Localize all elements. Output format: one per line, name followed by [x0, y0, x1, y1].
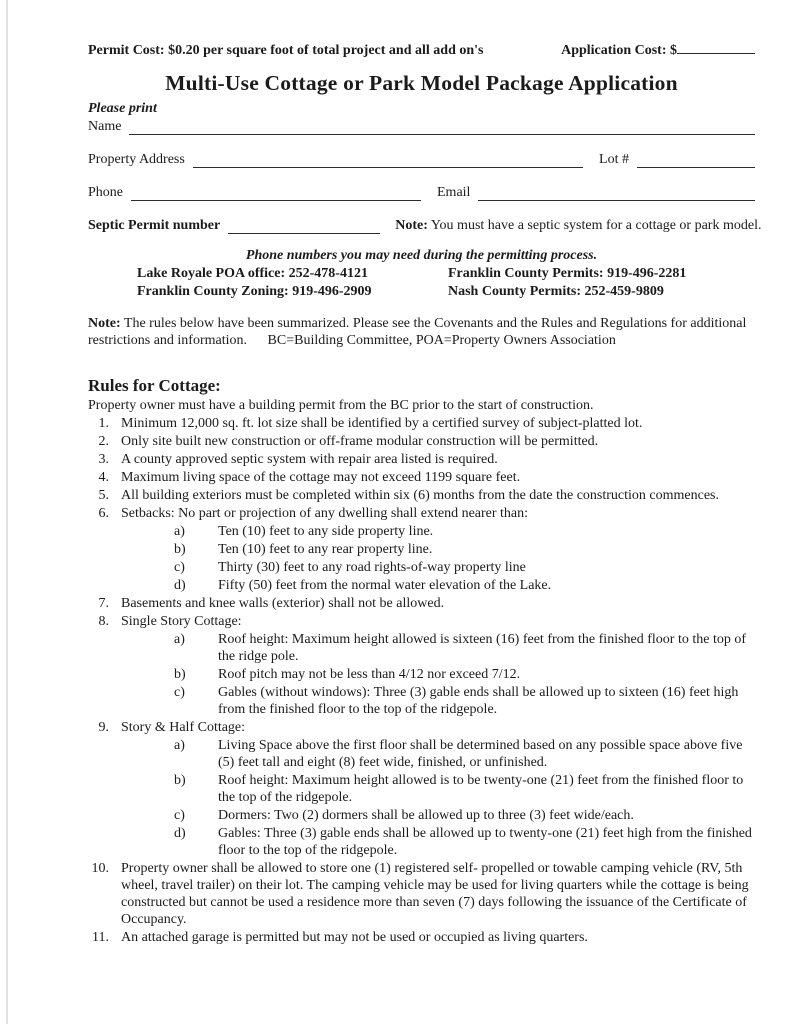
- contact-entry: [88, 265, 420, 282]
- rule-sub-item: [174, 807, 755, 824]
- rule-item-text: Maximum living space of the cottage may not exceed 1199 square feet.: [121, 470, 521, 485]
- rule-sub-list: [174, 631, 755, 718]
- septic-note-text: You must have a septic system for a cottage or park model.: [430, 218, 762, 233]
- contact-phone: 252-459-9809: [584, 284, 664, 299]
- rules-heading: Rules for Cottage:: [88, 376, 221, 395]
- lot-number-label: Lot #: [599, 152, 629, 167]
- contact-label: Nash County Permits:: [448, 284, 581, 299]
- name-row: [88, 118, 755, 135]
- rule-sub-item: [174, 684, 755, 718]
- rule-sub-item-text: Fifty (50) feet from the normal water elevation of the Lake.: [218, 578, 552, 593]
- rule-sub-item: [174, 559, 755, 576]
- septic-note: [395, 217, 761, 234]
- rule-item-text: An attached garage is permitted but may not be used or occupied as living quarters.: [121, 930, 588, 945]
- rule-item-text: Story & Half Cottage:: [121, 720, 246, 735]
- septic-permit-label: Septic Permit number: [88, 218, 221, 233]
- summary-note: [88, 315, 748, 349]
- rule-item: [88, 415, 755, 432]
- phone-blank: [131, 197, 421, 201]
- rule-item: [88, 719, 755, 859]
- septic-note-label: Note:: [395, 218, 428, 233]
- rule-item-text: All building exteriors must be completed within six (6) months from the date the construction commences.: [121, 488, 719, 503]
- rule-sub-item: [174, 666, 755, 683]
- contact-entry: [420, 283, 755, 300]
- contact-entry: [88, 283, 420, 300]
- rule-sub-item-text: Thirty (30) feet to any road rights-of-way property line: [218, 560, 526, 575]
- rule-sub-item: [174, 577, 755, 594]
- rule-item-text: Minimum 12,000 sq. ft. lot size shall be identified by a certified survey of subject-platted lot.: [121, 416, 643, 431]
- rule-sub-item: [174, 541, 755, 558]
- rule-sub-item-text: Gables: Three (3) gable ends shall be allowed up to twenty-one (21) feet high from the finished floor to the top of the ridgepole.: [218, 826, 752, 858]
- rule-sub-item-text: Ten (10) feet to any rear property line.: [218, 542, 433, 557]
- permit-cost-text: Permit Cost: $0.20 per square foot of total project and all add on's: [88, 43, 484, 58]
- rule-item-text: Setbacks: No part or projection of any dwelling shall extend nearer than:: [121, 506, 529, 521]
- rule-sub-item-text: Living Space above the first floor shall be determined based on any possible space above five (5) feet tall and eight (8) feet wide, finished, or unfinished.: [218, 738, 743, 770]
- property-address-blank: [193, 164, 583, 168]
- summary-note-text: The rules below have been summarized. Please see the Covenants and the Rules and Regulations for additional restrictions and information.: [88, 316, 747, 348]
- rule-sub-item-text: Roof pitch may not be less than 4/12 nor exceed 7/12.: [218, 667, 521, 682]
- rule-sub-item-text: Gables (without windows): Three (3) gable ends shall be allowed up to sixteen (16) feet high from the finished floor to the top of the ridgepole.: [218, 685, 739, 717]
- contact-label: Lake Royale POA office:: [137, 266, 286, 281]
- rule-item-text: Basements and knee walls (exterior) shall not be allowed.: [121, 596, 445, 611]
- name-label: Name: [88, 119, 122, 134]
- rule-item: [88, 929, 755, 946]
- rules-intro: Property owner must have a building permit from the BC prior to the start of construction.: [88, 398, 594, 413]
- rule-sub-item: [174, 825, 755, 859]
- page-title: Multi-Use Cottage or Park Model Package Application: [165, 71, 678, 95]
- property-address-label: Property Address: [88, 152, 185, 167]
- rule-item-text: Single Story Cottage:: [121, 614, 242, 629]
- application-cost-blank: [677, 50, 755, 54]
- rule-item: [88, 613, 755, 718]
- summary-note-label: Note:: [88, 316, 121, 331]
- rule-sub-item: [174, 737, 755, 771]
- rule-item: [88, 451, 755, 468]
- contacts-grid: [88, 265, 755, 300]
- contact-phone: 919-496-2281: [607, 266, 687, 281]
- phone-email-row: [88, 184, 755, 201]
- rule-item: [88, 487, 755, 504]
- contact-label: Franklin County Permits:: [448, 266, 604, 281]
- rule-item-text: Property owner shall be allowed to store one (1) registered self- propelled or towable camping vehicle (RV, 5th wheel, travel trailer) on their lot. The camping vehicle may be used for living quarters while the cottage is being constructed but cannot be used a residence more than seven (7) days following the issuance of the Certificate of Occupancy.: [121, 861, 749, 927]
- contact-entry: [420, 265, 755, 282]
- please-print-note: Please print: [88, 101, 157, 116]
- rule-sub-item-text: Ten (10) feet to any side property line.: [218, 524, 434, 539]
- rule-item: [88, 595, 755, 612]
- contacts-heading: Phone numbers you may need during the permitting process.: [245, 248, 598, 263]
- application-cost-label: Application Cost: $: [561, 43, 677, 58]
- rule-sub-item-text: Dormers: Two (2) dormers shall be allowed up to three (3) feet wide/each.: [218, 808, 634, 823]
- septic-permit-row: [88, 217, 762, 234]
- top-cost-line: [88, 42, 755, 59]
- rule-sub-list: [174, 523, 755, 594]
- name-blank: [129, 131, 755, 135]
- lot-number-blank: [637, 164, 755, 168]
- rule-sub-item-text: Roof height: Maximum height allowed is sixteen (16) feet from the finished floor to the top of the ridge pole.: [218, 632, 747, 664]
- rule-item-text: Only site built new construction or off-frame modular construction will be permitted.: [121, 434, 599, 449]
- rule-sub-item: [174, 523, 755, 540]
- contact-phone: 919-496-2909: [292, 284, 372, 299]
- rule-sub-item: [174, 772, 755, 806]
- rules-list: [88, 415, 755, 946]
- contact-phone: 252-478-4121: [288, 266, 368, 281]
- rule-item: [88, 860, 755, 928]
- application-cost: [561, 42, 755, 59]
- septic-permit-blank: [228, 230, 380, 234]
- phone-label: Phone: [88, 185, 123, 200]
- email-blank: [478, 197, 755, 201]
- rule-sub-item: [174, 631, 755, 665]
- rule-item: [88, 505, 755, 594]
- rule-sub-item-text: Roof height: Maximum height allowed is to be twenty-one (21) feet from the finished floor to the top of the ridgepole.: [218, 773, 744, 805]
- rule-item: [88, 469, 755, 486]
- rule-item: [88, 433, 755, 450]
- email-label: Email: [437, 185, 471, 200]
- property-address-row: [88, 151, 755, 168]
- abbreviations-text: BC=Building Committee, POA=Property Owners Association: [267, 333, 616, 348]
- rule-item-text: A county approved septic system with repair area listed is required.: [121, 452, 498, 467]
- rule-sub-list: [174, 737, 755, 859]
- contact-label: Franklin County Zoning:: [137, 284, 289, 299]
